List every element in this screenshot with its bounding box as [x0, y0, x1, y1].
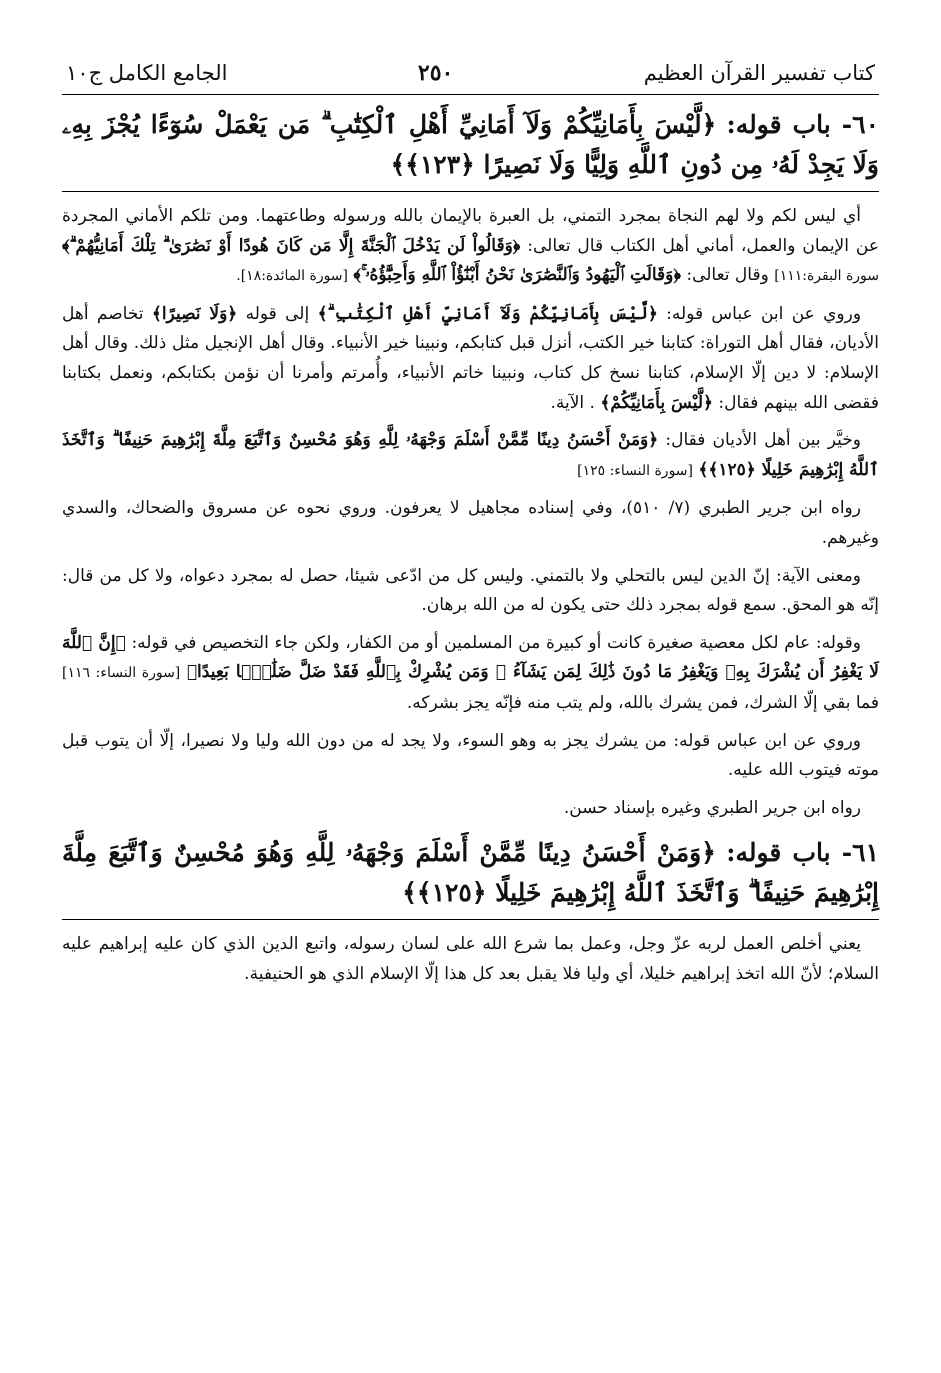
paragraph-61-1 — [62, 930, 879, 989]
paragraph-text: وروي عن ابن عباس قوله: — [666, 303, 862, 324]
volume-title: الجامع الكامل ج١٠ — [66, 61, 228, 85]
divider — [62, 919, 879, 920]
chapter-61-heading — [62, 833, 879, 913]
paragraph-text: يعني أخلص العمل لربه عزّ وجل، وعمل بما شرع الله على لسان رسوله، واتبع الدين الذي كان عليه إبراهيم عليه السلام؛ لأنّ الله اتخذ إبراهيم خليلا، أي وليا فلا يقبل بعد كل هذا إلّا الإسلام الذي هو الحنيفية. — [62, 934, 879, 984]
paragraph-text: تخاصم أهل الأديان، فقال أهل التوراة: كتابنا خير الكتب، أنزل قبل كتابكم، ونبينا خير الأنبياء. وقال أهل الإنجيل مثل ذلك. وقال أهل الإسلام: لا دين إلّا الإسلام، كتابنا نسخ كل كتاب، ونبينا خاتم الأنبياء، وأُمرتم وأمرنا أن نؤمن بكتابكم، ونعمل بكتابنا فقضى الله بينهم فقال: — [62, 303, 879, 413]
book-title: كتاب تفسير القرآن العظيم — [643, 61, 875, 85]
paragraph-text: رواه ابن جرير الطبري (٧/ ٥١٠)، وفي إسناده مجاهيل لا يعرفون. وروي نحوه عن مسروق والضحاك، والسدي وغيرهم. — [62, 498, 879, 548]
citation: [سورة المائدة:١٨]. — [236, 268, 349, 285]
paragraph-text: وروي عن ابن عباس قوله: من يشرك يجز به وهو السوء، ولا يجد له من دون الله وليا ولا نصيرا، إلّا أن يتوب قبل موته فيتوب الله عليه. — [62, 730, 879, 781]
paragraph-text: وخيَّر بين أهل الأديان فقال: — [665, 430, 862, 451]
chapter-61-title: ٦١- باب قوله: — [726, 838, 879, 868]
paragraph-text: أي ليس لكم ولا لهم النجاة بمجرد التمني، بل العبرة بالإيمان بالله ورسوله وطاعتهما. ومن تلكم الأماني المجردة عن الإيمان والعمل، أماني أهل الكتاب قال تعالى: — [62, 206, 880, 256]
paragraph-text: وقال تعالى: — [686, 265, 769, 286]
paragraph-60-5 — [62, 562, 879, 621]
chapter-60-heading — [62, 105, 879, 185]
chapter-60-title: ٦٠- باب قوله: — [726, 110, 879, 139]
quran-verse: ﴿وَقَالَتِ ٱلْيَهُودُ وَٱلنَّصَٰرَىٰ نَحْنُ أَبْنَٰٓؤُاْ ٱللَّهِ وَأَحِبَّٰٓؤُهُۥ ۚ﴾ — [353, 265, 681, 286]
paragraph-60-7 — [62, 727, 879, 786]
running-header — [62, 60, 879, 95]
page-number: ٢٥٠ — [417, 60, 454, 86]
paragraph-text: فما بقي إلّا الشرك، فمن يشرك بالله، ولم يتب منه فإنّه يجز بشركه. — [406, 692, 879, 713]
citation: [سورة النساء: ١٢٥] — [577, 462, 693, 479]
paragraph-text: رواه ابن جرير الطبري وغيره بإسناد حسن. — [563, 797, 861, 818]
quran-verse: ﴿لَّيْسَ بِأَمَانِيِّكُمْ وَلَآ أَمَانِيِّ أَهْلِ ٱلْكِتَٰبِ ۗ﴾ — [317, 303, 658, 324]
chapter-61-verse: ﴿وَمَنْ أَحْسَنُ دِينًا مِّمَّنْ أَسْلَمَ وَجْهَهُۥ لِلَّهِ وَهُوَ مُحْسِنٌ وَٱتَّبَعَ مِلَّةَ إِبْرَٰهِيمَ حَنِيفًا ۗ وَٱتَّخَذَ ٱللَّهُ إِبْرَٰهِيمَ خَلِيلًا ﴿١٢٥﴾﴾ — [62, 838, 879, 908]
divider — [62, 191, 879, 192]
citation: [سورة النساء: ١١٦] — [62, 665, 181, 682]
quran-verse: ﴿وَقَالُواْ لَن يَدْخُلَ ٱلْجَنَّةَ إِلَّا مَن كَانَ هُودًا أَوْ نَصَٰرَىٰ ۗ تِلْكَ أَمَانِيُّهُمْ ۗ﴾ — [62, 235, 521, 256]
paragraph-text: ومعنى الآية: إنّ الدين ليس بالتحلي ولا بالتمني. وليس كل من ادّعى شيئا، حصل له بمجرد دعواه، ولا كل من قال: إنّه هو المحق. سمع قوله بمجرد ذلك حتى يكون له من الله برهان. — [62, 565, 879, 616]
paragraph-60-6 — [62, 629, 879, 719]
quran-verse: ﴿إِنَّ ٱللَّهَ لَا يَغْفِرُ أَن يُشْرَكَ بِهِۦ وَيَغْفِرُ مَا دُونَ ذَٰلِكَ لِمَن يَشَآءُ ۚ وَمَن يُشْرِكْ بِٱللَّهِ فَقَدْ ضَلَّ ضَلَٰلًۢا بَعِيدًا﴾ — [62, 632, 879, 683]
quran-verse: ﴿وَلَا نَصِيرًا﴾ — [151, 303, 238, 324]
paragraph-60-2 — [62, 300, 879, 418]
paragraph-60-3 — [62, 426, 879, 486]
paragraph-60-4 — [62, 494, 879, 553]
paragraph-text: . الآية. — [550, 392, 595, 413]
paragraph-60-8 — [62, 794, 879, 824]
chapter-60-verse: ﴿لَّيْسَ بِأَمَانِيِّكُمْ وَلَآ أَمَانِيِّ أَهْلِ ٱلْكِتَٰبِ ۗ مَن يَعْمَلْ سُوٓءًا يُجْزَ بِهِۦ وَلَا يَجِدْ لَهُۥ مِن دُونِ ٱللَّهِ وَلِيًّا وَلَا نَصِيرًا ﴿١٢٣﴾﴾ — [62, 110, 879, 179]
quran-verse: ﴿لَّيْسَ بِأَمَانِيِّكُمْ﴾ — [600, 392, 713, 413]
book-page — [62, 60, 879, 997]
paragraph-text: وقوله: عام لكل معصية صغيرة كانت أو كبيرة من المسلمين أو من الكفار، ولكن جاء التخصيص في قوله: — [131, 632, 861, 653]
citation: سورة البقرة:١١١] — [774, 268, 879, 285]
quran-verse: ﴿وَمَنْ أَحْسَنُ دِينًا مِّمَّنْ أَسْلَمَ وَجْهَهُۥ لِلَّهِ وَهُوَ مُحْسِنٌ وَٱتَّبَعَ مِلَّةَ إِبْرَٰهِيمَ حَنِيفًا ۗ وَٱتَّخَذَ ٱللَّهُ إِبْرَٰهِيمَ خَلِيلًا ﴿١٢٥﴾﴾ — [62, 430, 879, 480]
paragraph-60-1 — [62, 202, 879, 292]
paragraph-text: إلى قوله — [245, 303, 310, 324]
